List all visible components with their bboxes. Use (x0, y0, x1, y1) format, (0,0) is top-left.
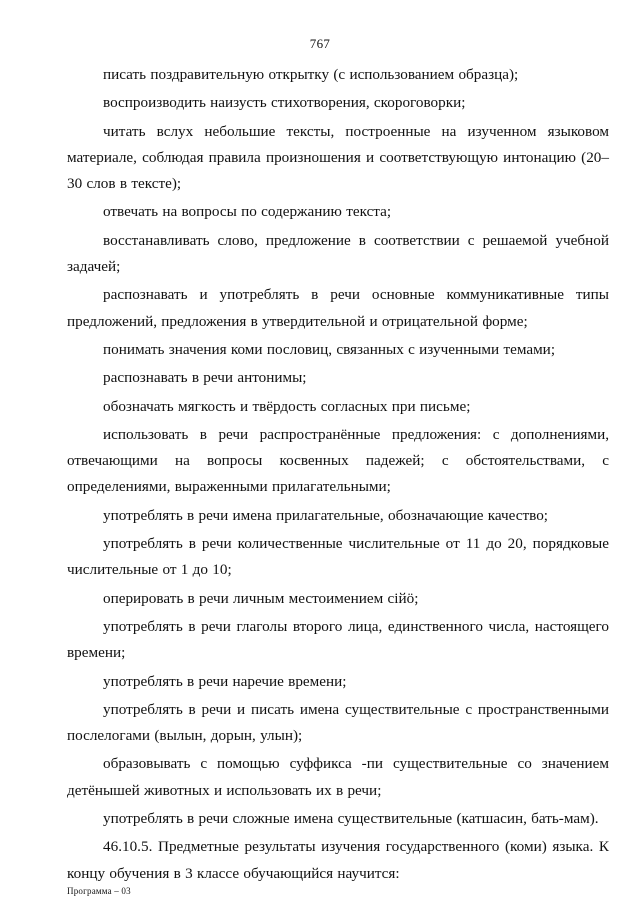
paragraph: образовывать с помощью суффикса -пи существительные со значением детёнышей животных и использовать их в речи; (67, 755, 609, 799)
paragraph: распознавать и употреблять в речи основные коммуникативные типы предложений, предложения в утвердительной и отрицательной форме; (67, 286, 609, 330)
paragraph: писать поздравительную открытку (с использованием образца); (103, 66, 519, 83)
paragraph: обозначать мягкость и твёрдость согласных при письме; (103, 397, 471, 415)
paragraph: употреблять в речи наречие времени; (103, 672, 347, 690)
paragraph: употреблять в речи сложные имена существительные (катшасин, бать-мам). (103, 810, 599, 828)
paragraph: восстанавливать слово, предложение в соответствии с решаемой учебной задачей; (67, 231, 609, 276)
paragraph: употреблять в речи имена прилагательные, обозначающие качество; (103, 506, 549, 524)
page-number: 767 (309, 36, 331, 51)
paragraph: понимать значения коми пословиц, связанных с изученными темами; (103, 340, 556, 358)
paragraph: отвечать на вопросы по содержанию текста; (103, 203, 392, 221)
document-body (67, 62, 609, 889)
paragraph: распознавать в речи антонимы; (103, 369, 307, 387)
paragraph: использовать в речи распространённые предложения: с дополнениями, отвечающими на вопросы косвенных падежей; с обстоятельствами, с определениями, выраженными прилагательными; (67, 425, 609, 496)
section-paragraph: 46.10.5. Предметные результаты изучения государственного (коми) языка. К концу обучения в 3 классе обучающийся научится: (67, 838, 609, 882)
footer-label: Программа – 03 (67, 886, 131, 896)
paragraph: употреблять в речи глаголы второго лица, единственного числа, настоящего времени; (67, 617, 609, 662)
paragraph: употреблять в речи и писать имена существительные с пространственными послелогами (вылын, дорын, улын); (67, 700, 609, 745)
paragraph: оперировать в речи личным местоимением сійӧ; (103, 589, 419, 607)
paragraph: воспроизводить наизусть стихотворения, скороговорки; (103, 94, 466, 112)
paragraph: читать вслух небольшие тексты, построенные на изученном языковом материале, соблюдая правила произношения и соответствующую интонацию (20–30 слов в тексте); (67, 122, 609, 193)
paragraph: употреблять в речи количественные числительные от 11 до 20, порядковые числительные от 1 до 10; (67, 535, 609, 579)
